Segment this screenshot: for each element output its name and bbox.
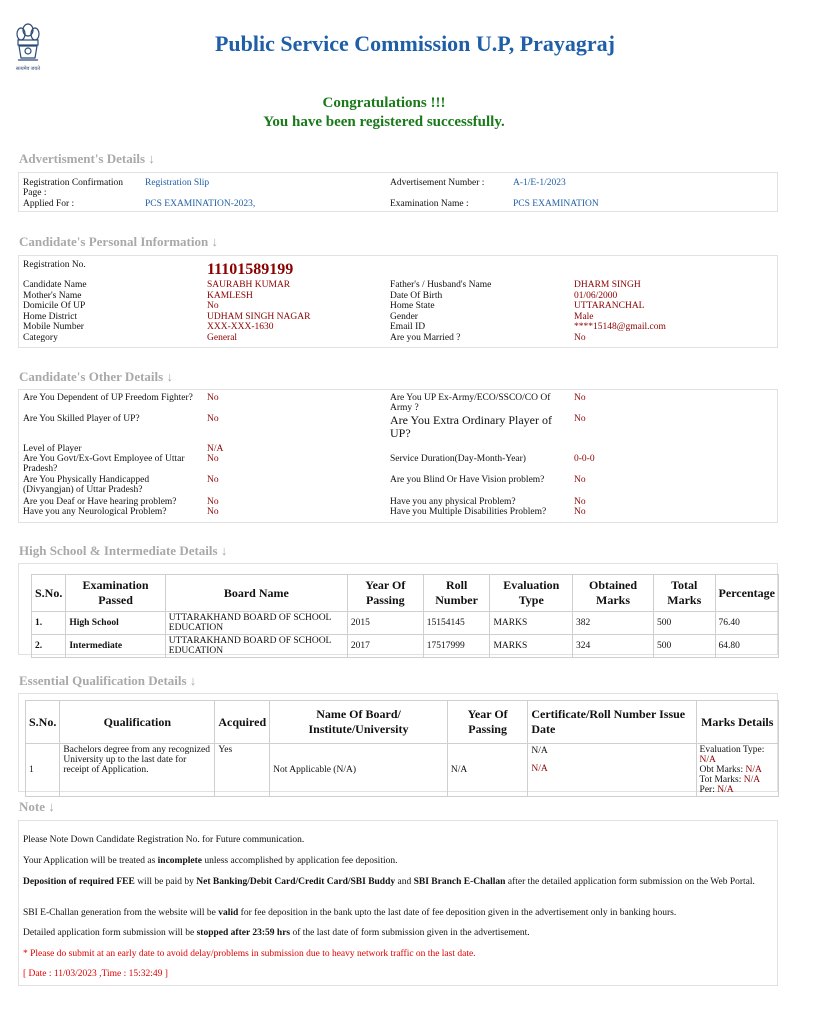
other-value: No (574, 414, 586, 424)
obt-label: Obt Marks: (699, 765, 744, 775)
school-cell: 2017 (347, 635, 423, 658)
reg-no-value: 11101589199 (207, 261, 294, 278)
personal-label: Domicile Of UP (23, 301, 86, 311)
other-value: No (574, 393, 586, 403)
school-cell: 15154145 (423, 612, 490, 635)
personal-value: No (574, 332, 586, 343)
ess-cert (528, 744, 696, 797)
other-box (18, 389, 778, 523)
table-row (26, 744, 779, 797)
personal-value: UDHAM SINGH NAGAR (207, 311, 311, 322)
school-cell: High School (66, 612, 165, 635)
ess-qualification: Bachelors degree from any recognized University up to the last date for receipt of Application. (60, 744, 215, 797)
registration-success-text: You have been registered successfully. (263, 114, 505, 130)
personal-value: ****15148@gmail.com (574, 322, 666, 332)
personal-label: Candidate Name (23, 280, 87, 290)
school-header: Total Marks (654, 575, 716, 612)
applied-for-value: PCS EXAMINATION-2023, (145, 199, 256, 209)
note-line-5: Detailed application form submission will be stopped after 23:59 hrs of the last date of form submission given in the advertisement. (23, 928, 530, 938)
other-label: Are You Govt/Ex-Govt Employee of Uttar Pradesh? (23, 454, 185, 474)
essential-header: Year Of Passing (447, 701, 527, 744)
ess-issue-value: N/A (531, 764, 548, 774)
school-cell: 17517999 (423, 635, 490, 658)
personal-value: DHARM SINGH (574, 280, 641, 290)
school-header: Board Name (165, 575, 347, 612)
essential-table (25, 700, 779, 797)
adv-number-label: Advertisement Number : (390, 178, 485, 188)
other-label: Are You Skilled Player of UP? (23, 414, 140, 424)
personal-label: Are you Married ? (390, 332, 461, 343)
school-section-title: High School & Intermediate Details ↓ (19, 543, 228, 558)
school-cell: 1. (32, 612, 66, 635)
other-value: No (207, 454, 219, 464)
school-cell: 64.80 (715, 635, 779, 658)
other-section-title: Candidate's Other Details ↓ (19, 369, 173, 384)
note-line-3: Deposition of required FEE will be paid by Net Banking/Debit Card/Credit Card/SBI Buddy and SBI Branch E-Challan after the detailed application form submission on the Web Portal. (23, 877, 755, 887)
personal-label: Email ID (390, 322, 426, 332)
svg-text:सत्यमेव जयते: सत्यमेव जयते (15, 67, 41, 72)
eval-value: N/A (699, 755, 716, 765)
personal-value: Male (574, 311, 594, 322)
essential-box (18, 693, 778, 795)
school-table (31, 574, 779, 658)
timestamp: [ Date : 11/03/2023 ,Time : 15:32:49 ] (23, 969, 168, 979)
school-header: Roll Number (423, 575, 490, 612)
other-label: Have you Multiple Disabilities Problem? (390, 507, 547, 517)
ess-board: Not Applicable (N/A) (270, 744, 448, 797)
school-cell: MARKS (490, 612, 573, 635)
note-section-title: Note ↓ (19, 799, 55, 814)
table-row (32, 612, 779, 635)
school-header: Evaluation Type (490, 575, 573, 612)
other-value: No (207, 393, 219, 403)
reg-no-label: Registration No. (23, 260, 86, 270)
other-value: No (574, 507, 586, 517)
ess-sno: 1 (26, 744, 60, 797)
ess-cert-value: N/A (531, 746, 548, 756)
personal-label: Mother's Name (23, 290, 82, 301)
note-line-2: Your Application will be treated as incomplete unless accomplished by application fee deposition. (23, 856, 398, 866)
per-label: Per: (699, 785, 715, 795)
ess-year: N/A (447, 744, 527, 797)
advertisement-section-title: Advertisment's Details ↓ (19, 151, 155, 166)
advertisement-box (18, 172, 778, 212)
personal-value: XXX-XXX-1630 (207, 322, 274, 332)
school-cell: MARKS (490, 635, 573, 658)
essential-header: S.No. (26, 701, 60, 744)
applied-for-label: Applied For : (23, 199, 75, 209)
personal-value: No (207, 301, 219, 311)
other-value: No (574, 497, 586, 507)
essential-section-title: Essential Qualification Details ↓ (19, 673, 197, 688)
personal-label: Home District (23, 311, 78, 322)
school-cell: 382 (573, 612, 654, 635)
school-cell: 500 (654, 635, 716, 658)
page-title: Public Service Commission U.P, Prayagraj (214, 31, 616, 56)
personal-section-title: Candidate's Personal Information ↓ (19, 234, 218, 249)
school-header: Percentage (715, 575, 779, 612)
school-header: Year Of Passing (347, 575, 423, 612)
other-value: No (207, 414, 219, 424)
personal-value: 01/06/2000 (574, 290, 618, 301)
essential-header: Qualification (60, 701, 215, 744)
personal-value: SAURABH KUMAR (207, 280, 291, 290)
other-label: Have you any physical Problem? (390, 497, 516, 507)
personal-value: KAMLESH (207, 290, 253, 301)
personal-value: General (207, 332, 238, 343)
school-header: Obtained Marks (573, 575, 654, 612)
other-label: Are You Dependent of UP Freedom Fighter? (23, 393, 193, 403)
adv-number-value: A-1/E-1/2023 (513, 178, 566, 188)
essential-header: Acquired (215, 701, 270, 744)
other-label: Are You Extra Ordinary Player of UP? (390, 413, 552, 440)
personal-label: Mobile Number (23, 322, 84, 332)
ess-marks (696, 744, 778, 797)
school-cell: 2015 (347, 612, 423, 635)
other-label: Are You UP Ex-Army/ECO/SSCO/CO Of Army ? (390, 393, 551, 413)
exam-name-value: PCS EXAMINATION (513, 199, 599, 209)
reg-conf-value: Registration Slip (145, 178, 210, 188)
school-cell: 324 (573, 635, 654, 658)
other-label: Level of Player (23, 444, 82, 454)
note-box (18, 820, 778, 986)
essential-header: Certificate/Roll Number Issue Date (528, 701, 696, 744)
essential-header: Marks Details (696, 701, 778, 744)
personal-label: Category (23, 332, 58, 343)
tot-value: N/A (743, 775, 761, 785)
note-warning: * Please do submit at an early date to avoid delay/problems in submission due to heavy network traffic on the last date. (23, 949, 476, 959)
school-box (18, 563, 778, 655)
personal-label: Date Of Birth (390, 290, 443, 301)
school-cell: 500 (654, 612, 716, 635)
other-value: No (207, 507, 219, 517)
personal-label: Father's / Husband's Name (390, 280, 492, 290)
other-value: No (207, 497, 219, 507)
school-cell: 76.40 (715, 612, 779, 635)
note-line-1: Please Note Down Candidate Registration No. for Future communication. (23, 835, 305, 845)
other-value: N/A (207, 444, 224, 454)
obt-value: N/A (745, 765, 762, 775)
school-cell: Intermediate (66, 635, 165, 658)
other-value: 0-0-0 (574, 454, 595, 464)
other-value: No (207, 475, 219, 485)
other-label: Are You Physically Handicapped (Divyangjan) of Uttar Pradesh? (23, 475, 150, 495)
eval-label: Evaluation Type: (699, 745, 765, 755)
other-label: Have you any Neurological Problem? (23, 507, 167, 517)
personal-label: Gender (390, 311, 418, 322)
note-line-4: SBI E-Challan generation from the website will be valid for fee deposition in the bank upto the last date of fee deposition given in the advertisement only in banking hours. (23, 908, 677, 918)
other-label: Service Duration(Day-Month-Year) (390, 454, 526, 464)
reg-conf-label: Registration Confirmation Page : (23, 178, 124, 198)
personal-value: UTTARANCHAL (574, 301, 645, 311)
school-cell: UTTARAKHAND BOARD OF SCHOOL EDUCATION (165, 612, 347, 635)
school-cell: 2. (32, 635, 66, 658)
school-cell: UTTARAKHAND BOARD OF SCHOOL EDUCATION (165, 635, 347, 658)
other-label: Are you Blind Or Have Vision problem? (390, 475, 545, 485)
personal-label: Home State (390, 301, 435, 311)
school-header: Examination Passed (66, 575, 165, 612)
per-value: N/A (717, 785, 734, 795)
personal-box (18, 255, 778, 348)
ess-acquired: Yes (215, 744, 270, 797)
exam-name-label: Examination Name : (390, 199, 469, 209)
school-header: S.No. (32, 575, 66, 612)
other-label: Are you Deaf or Have hearing problem? (23, 497, 177, 507)
tot-label: Tot Marks: (699, 775, 742, 785)
other-value: No (574, 475, 586, 485)
table-row (32, 635, 779, 658)
essential-header: Name Of Board/ Institute/University (270, 701, 448, 744)
congratulations-text: Congratulations !!! (322, 95, 446, 111)
